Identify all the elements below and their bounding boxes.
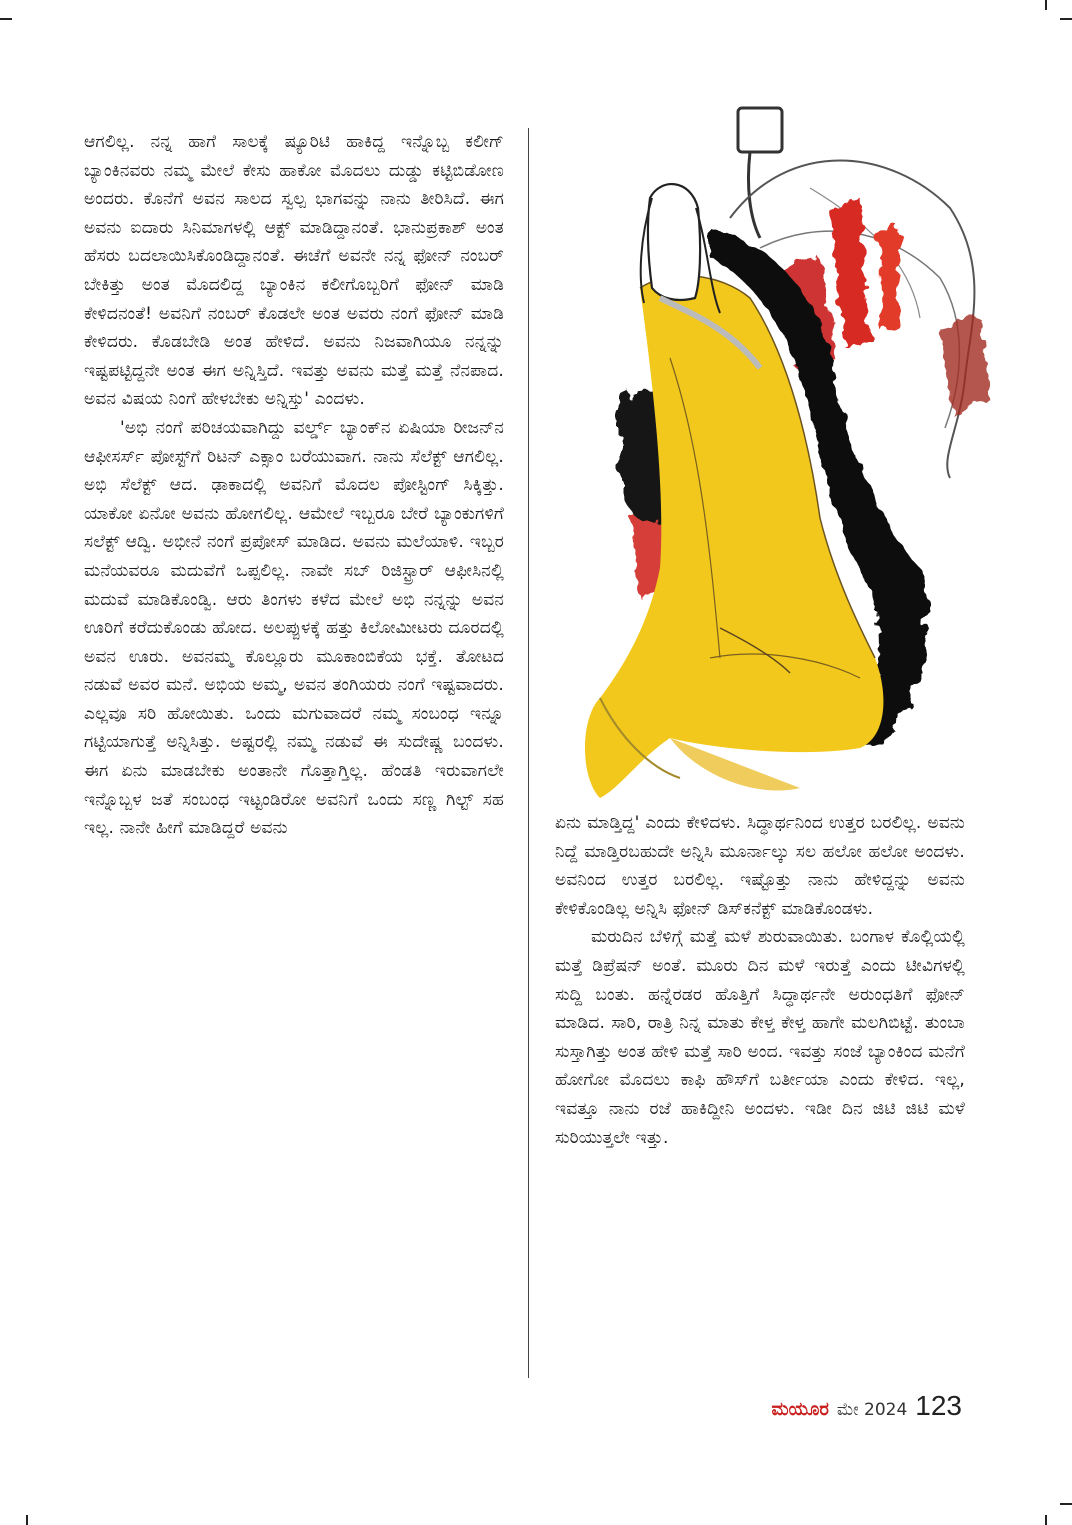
article-paragraph: ಏನು ಮಾಡ್ತಿದ್ದ' ಎಂದು ಕೇಳಿದಳು. ಸಿದ್ಧಾರ್ಥನಿಂದ ಉತ್ತರ ಬರಲಿಲ್ಲ. ಅವನು ನಿದ್ದೆ ಮಾಡ್ತಿರಬಹುದೇ ಅನ್ನಿಸಿ ಮೂರ್ನಾಲ್ಕು ಸಲ ಹಲೋ ಹಲೋ ಅಂದಳು. ಅವನಿಂದ ಉತ್ತರ ಬರಲಿಲ್ಲ. ಇಷ್ಟೊತ್ತು ನಾನು ಹೇಳಿದ್ದನ್ನು ಅವನು ಕೇಳಿಕೊಂಡಿಲ್ಲ ಅನ್ನಿಸಿ ಫೋನ್ ಡಿಸ್‌ಕನೆಕ್ಟ್ ಮಾಡಿಕೊಂಡಳು. [555, 813, 965, 919]
article-paragraph: 'ಅಭಿ ನಂಗೆ ಪರಿಚಯವಾಗಿದ್ದು ವರ್ಲ್ಡ್ ಬ್ಯಾಂಕ್‌ನ ಏಷಿಯಾ ರೀಜನ್‌ನ ಆಫೀಸರ್ಸ್ ಪೋಸ್ಟ್‌ಗೆ ರಿಟನ್ ಎಕ್ಸಾಂ ಬರೆಯುವಾಗ. ನಾನು ಸೆಲೆಕ್ಟ್ ಆಗಲಿಲ್ಲ. ಅಭಿ ಸೆಲೆಕ್ಟ್ ಆದ. ಢಾಕಾದಲ್ಲಿ ಅವನಿಗೆ ಮೊದಲ ಪೋಸ್ಟಿಂಗ್ ಸಿಕ್ಕಿತ್ತು. ಯಾಕೋ ಏನೋ ಅವನು ಹೋಗಲಿಲ್ಲ. ಆಮೇಲೆ ಇಬ್ಬರೂ ಬೇರೆ ಬ್ಯಾಂಕುಗಳಿಗೆ ಸಲೆಕ್ಟ್ ಆದ್ವಿ. ಅಭೀನೆ ನಂಗೆ ಪ್ರಪೋಸ್ ಮಾಡಿದ. ಅವನು ಮಲೆಯಾಳಿ. ಇಬ್ಬರ ಮನೆಯವರೂ ಮದುವೆಗೆ ಒಪ್ಪಲಿಲ್ಲ. ನಾವೇ ಸಬ್ ರಿಜಿಸ್ಟ್ರಾರ್ ಆಫೀಸಿನಲ್ಲಿ ಮದುವೆ ಮಾಡಿಕೊಂಡ್ವಿ. ಆರು ತಿಂಗಳು ಕಳೆದ ಮೇಲೆ ಅಭಿ ನನ್ನನ್ನು ಅವನ ಊರಿಗೆ ಕರೆದುಕೊಂಡು ಹೋದ. ಅಲಪ್ಪುಳಕ್ಕೆ ಹತ್ತು ಕಿಲೋಮೀಟರು ದೂರದಲ್ಲಿ ಅವನ ಊರು. ಅವನಮ್ಮ ಕೊಲ್ಲೂರು ಮೂಕಾಂಬಿಕೆಯ ಭಕ್ತೆ. ತೋಟದ ನಡುವೆ ಅವರ ಮನೆ. ಅಭಿಯ ಅಮ್ಮ, ಅವನ ತಂಗಿಯರು ನಂಗೆ ಇಷ್ಟವಾದರು. ಎಲ್ಲವೂ ಸರಿ ಹೋಯಿತು. ಒಂದು ಮಗುವಾದರೆ ನಮ್ಮ ಸಂಬಂಧ ಇನ್ನೂ ಗಟ್ಟಿಯಾಗುತ್ತೆ ಅನ್ನಿಸಿತ್ತು. ಅಷ್ಟರಲ್ಲಿ ನಮ್ಮ ನಡುವೆ ಈ ಸುದೇಷ್ಣ ಬಂದಳು. ಈಗ ಏನು ಮಾಡಬೇಕು ಅಂತಾನೇ ಗೊತ್ತಾಗ್ತಿಲ್ಲ. ಹೆಂಡತಿ ಇರುವಾಗಲೇ ಇನ್ನೊಬ್ಬಳ ಜತೆ ಸಂಬಂಧ ಇಟ್ಟಂಡಿರೋ ಅವನಿಗೆ ಒಂದು ಸಣ್ಣ ಗಿಲ್ಟ್ ಸಹ ಇಲ್ಲ. ನಾನೇ ಹೀಗೆ ಮಾಡಿದ್ದರೆ ಅವನು [84, 417, 504, 839]
article-column-left [84, 128, 504, 843]
column-divider [528, 128, 529, 1378]
crop-mark [26, 1515, 28, 1525]
story-illustration [560, 98, 1000, 810]
crop-mark [1060, 18, 1072, 20]
page-footer [771, 1390, 962, 1422]
issue-date: ಮೇ 2024 [836, 1400, 908, 1420]
page-number: 123 [915, 1390, 962, 1421]
crop-mark [1060, 1503, 1072, 1505]
crop-mark [0, 18, 12, 20]
magazine-logo: ಮಯೂರ [771, 1399, 829, 1420]
crop-mark [1045, 0, 1047, 10]
crop-mark [1045, 1515, 1047, 1525]
article-paragraph: ಮರುದಿನ ಬೆಳಿಗ್ಗೆ ಮತ್ತೆ ಮಳೆ ಶುರುವಾಯಿತು. ಬಂಗಾಳ ಕೊಲ್ಲಿಯಲ್ಲಿ ಮತ್ತೆ ಡಿಪ್ರೆಷನ್ ಅಂತೆ. ಮೂರು ದಿನ ಮಳೆ ಇರುತ್ತೆ ಎಂದು ಟೀವಿಗಳಲ್ಲಿ ಸುದ್ದಿ ಬಂತು. ಹನ್ನೆರಡರ ಹೊತ್ತಿಗೆ ಸಿದ್ಧಾರ್ಥನೇ ಅರುಂಧತಿಗೆ ಫೋನ್ ಮಾಡಿದ. ಸಾರಿ, ರಾತ್ರಿ ನಿನ್ನ ಮಾತು ಕೇಳ್ತ ಕೇಳ್ತ ಹಾಗೇ ಮಲಗಿಬಿಟ್ಟೆ. ತುಂಬಾ ಸುಸ್ತಾಗಿತ್ತು ಅಂತ ಹೇಳಿ ಮತ್ತೆ ಸಾರಿ ಅಂದ. ಇವತ್ತು ಸಂಜೆ ಬ್ಯಾಂಕಿಂದ ಮನೆಗೆ ಹೋಗೋ ಮೊದಲು ಕಾಫಿ ಹೌಸ್‌ಗೆ ಬರ್ತೀಯಾ ಎಂದು ಕೇಳಿದ. ಇಲ್ಲ, ಇವತ್ತೂ ನಾನು ರಜೆ ಹಾಕಿದ್ದೀನಿ ಅಂದಳು. ಇಡೀ ದಿನ ಜಿಟಿ ಜಿಟಿ ಮಳೆ ಸುರಿಯುತ್ತಲೇ ಇತ್ತು. [555, 927, 965, 1148]
article-column-right [555, 809, 965, 1152]
article-paragraph: ಆಗಲಿಲ್ಲ. ನನ್ನ ಹಾಗೆ ಸಾಲಕ್ಕೆ ಷ್ಯೂರಿಟಿ ಹಾಕಿದ್ದ ಇನ್ನೊಬ್ಬ ಕಲೀಗ್ ಬ್ಯಾಂಕಿನವರು ನಮ್ಮ ಮೇಲೆ ಕೇಸು ಹಾಕೋ ಮೊದಲು ದುಡ್ಡು ಕಟ್ಟಿಬಿಡೋಣ ಅಂದರು. ಕೊನೆಗೆ ಅವನ ಸಾಲದ ಸ್ವಲ್ಪ ಭಾಗವನ್ನು ನಾನು ತೀರಿಸಿದೆ. ಈಗ ಅವನು ಐದಾರು ಸಿನಿಮಾಗಳಲ್ಲಿ ಆಕ್ಟ್ ಮಾಡಿದ್ದಾನಂತೆ. ಭಾನುಪ್ರಕಾಶ್ ಅಂತ ಹೆಸರು ಬದಲಾಯಿಸಿಕೊಂಡಿದ್ದಾನಂತೆ. ಈಚೆಗೆ ಅವನೇ ನನ್ನ ಫೋನ್ ನಂಬರ್ ಬೇಕಿತ್ತು ಅಂತ ಮೊದಲಿದ್ದ ಬ್ಯಾಂಕಿನ ಕಲೀಗೊಬ್ಬರಿಗೆ ಫೋನ್ ಮಾಡಿ ಕೇಳಿದನಂತೆ! ಅವನಿಗೆ ನಂಬರ್ ಕೊಡಲೇ ಅಂತ ಅವರು ನಂಗೆ ಫೋನ್ ಮಾಡಿ ಕೇಳಿದರು. ಕೊಡಬೇಡಿ ಅಂತ ಹೇಳಿದೆ. ಅವನು ನಿಜವಾಗಿಯೂ ನನ್ನನ್ನು ಇಷ್ಟಪಟ್ಟಿದ್ದನೇ ಅಂತ ಈಗ ಅನ್ನಿಸ್ತಿದೆ. ಇವತ್ತು ಅವನು ಮತ್ತೆ ಮತ್ತೆ ನೆನಪಾದ. ಅವನ ವಿಷಯ ನಿಂಗೆ ಹೇಳಬೇಕು ಅನ್ನಿಸ್ತು' ಎಂದಳು. [84, 132, 504, 410]
